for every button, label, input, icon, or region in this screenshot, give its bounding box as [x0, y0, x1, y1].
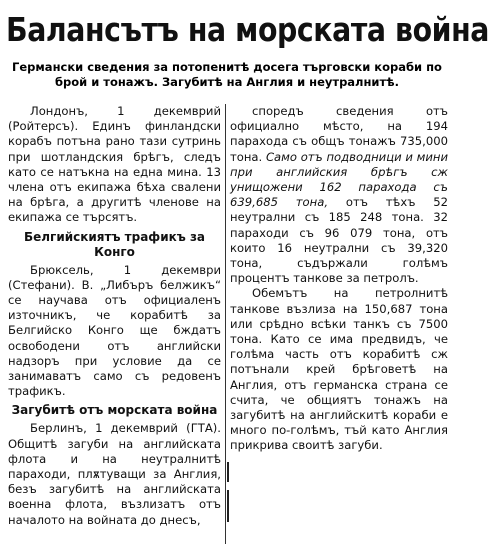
section-title-naval-losses: Загубитѣ отъ морската война [11, 403, 218, 418]
losses-text-plain: споредъ сведения отъ официално мѣсто, на 194 парахода съ общъ тонажъ 735,000 тона. [230, 104, 448, 164]
article-paragraph-london: Лондонъ, 1 декемврий (Ройтерсъ). Единъ финландски корабъ потъна рано тази сутринь при шотландския брѣгъ, следъ като се натъкна на една мина. 13 члена отъ екипажа бѣха свалени на брѣга, а другитѣ членове на екипажа се търсятъ. [8, 104, 221, 225]
article-paragraph-losses [230, 104, 448, 286]
losses-text-italic: Само отъ подводници и мини при английския брѣгъ сж унищожени 162 парахода съ 639,685 тона, [230, 149, 448, 210]
article-paragraph-tankers: Обемътъ на петролнитѣ танкове възлиза на 150,687 тона или срѣдно всѣки танкъ съ 7500 тона. Като се има предвидъ, че голѣма часть отъ корабитѣ сж потънали крей брѣговетѣ на Англия, отъ германска страна се счита, че общиятъ тонажъ на загубитѣ на английскитѣ кораби е много по-голѣмъ, тъй като Англия прикрива своитѣ загуби. [230, 286, 448, 453]
article-paragraph-brussels: Брюксель, 1 декември (Стефани). В. „Либъръ белжикъ“ се научава отъ официаленъ източникъ, че корабитѣ за Белгийско Конго ще бждатъ освободени отъ английски надзоръ при условие да се занимаватъ само съ редовенъ трафикъ. [8, 262, 221, 399]
section-title-congo: Белгийскиятъ трафикъ за Конго [23, 229, 206, 259]
column-rule-mark [227, 490, 229, 522]
left-column [8, 104, 226, 544]
losses-text-rest: отъ тѣхъ 52 неутрални съ 185 248 тона. 32 параходи съ 96 079 тона, отъ които 16 неутрални съ 39,320 тона, съдържали голѣмъ процентъ танкове за петролъ. [230, 195, 448, 286]
subheadline: Германски сведения за потопенитѣ досега търговски кораби по брой и тонажъ. Загубитѣ на Англия и неутралнитѣ. [12, 60, 442, 89]
article-paragraph-berlin: Берлинъ, 1 декемврий (ГТА). Общитѣ загуби на английската флота и на неутралнитѣ параходи, плѫтуващи за Англия, безъ загубитѣ на английската военна флота, възлизатъ отъ началото на войната до днесъ, [8, 421, 221, 527]
headline: Балансътъ на морската война [6, 10, 489, 49]
right-column [230, 104, 448, 453]
column-rule-mark [227, 462, 229, 482]
